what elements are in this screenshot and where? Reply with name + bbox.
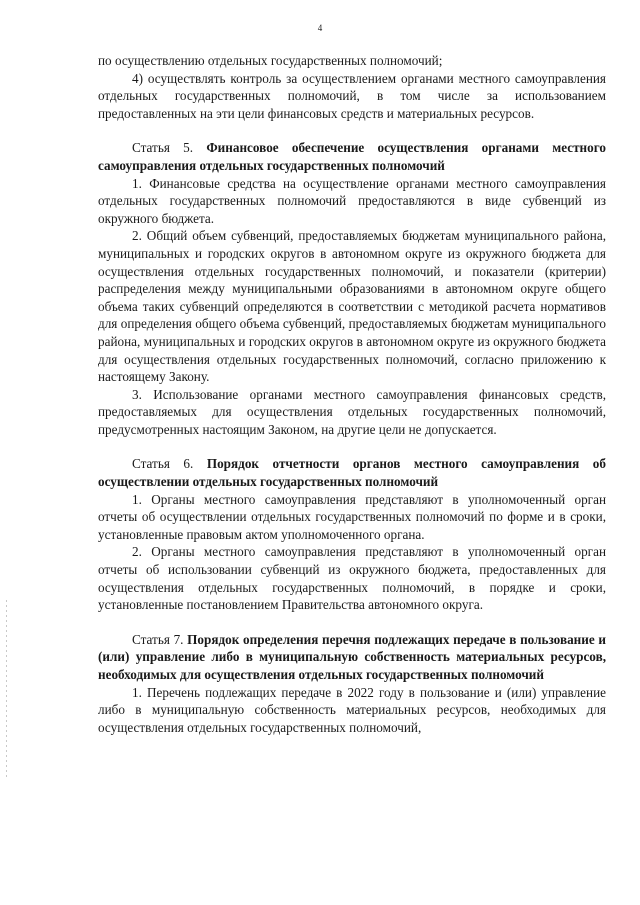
article-5-item-1: 1. Финансовые средства на осуществление органами местного самоуправления отдельных государственных полномочий предоставляются в виде субвенций из окружного бюджета. xyxy=(98,175,606,226)
article-5-heading xyxy=(98,139,606,174)
article-6-title: Порядок отчетности органов местного самоуправления об осуществлении отдельных государственных полномочий xyxy=(98,456,606,490)
article-6-number: Статья 6. xyxy=(132,456,194,472)
article-5-item-3: 3. Использование органами местного самоуправления финансовых средств, предоставляемых для осуществления отдельных государственных полномочий, предусмотренных настоящим Законом, на другие цели не допускается. xyxy=(98,386,606,437)
document-body xyxy=(98,52,606,736)
scan-edge-mark xyxy=(6,600,7,780)
article-5-item-2: 2. Общий объем субвенций, предоставляемых бюджетам муниципального района, муниципальных и городских округов в автономном округе из окружного бюджета для осуществления отдельных государственных полномочий, и показатели (критерии) распределения между муниципальными образованиями в автономном округе общего объема таких субвенций определяются в соответствии с методикой расчета нормативов для определения общего объема субвенций, предоставляемых бюджетам муниципального района, муниципальных и городских округов в автономном округе из окружного бюджета для осуществления отдельных государственных полномочий, согласно приложению к настоящему Закону. xyxy=(98,228,606,385)
article-6-heading xyxy=(98,455,606,490)
page-number: 4 xyxy=(317,23,323,33)
article-7-title: Порядок определения перечня подлежащих передаче в пользование и (или) управление либо в муниципальную собственность материальных ресурсов, необходимых для осуществления отдельных государственных полномочий xyxy=(98,631,606,682)
paragraph-continuation: по осуществлению отдельных государственных полномочий; xyxy=(98,53,443,68)
article-6-item-2: 2. Органы местного самоуправления представляют в уполномоченный орган отчеты об использовании субвенций из окружного бюджета, предоставленных для осуществления отдельных государственных полномочий, в порядке и сроки, установленные постановлением Правительства автономного округа. xyxy=(98,544,606,613)
article-5-number: Статья 5. xyxy=(132,140,194,156)
article-7-number: Статья 7. xyxy=(132,631,184,647)
article-7-item-1: 1. Перечень подлежащих передаче в 2022 году в пользование и (или) управление либо в муниципальную собственность материальных ресурсов, необходимых для осуществления отдельных государственных полномочий, xyxy=(98,684,606,735)
article-6-item-1: 1. Органы местного самоуправления представляют в уполномоченный орган отчеты об осуществлении отдельных государственных полномочий по форме и в сроки, установленные правовым актом уполномоченного органа. xyxy=(98,491,606,542)
article-7-heading xyxy=(98,631,606,684)
article-5-title: Финансовое обеспечение осуществления органами местного самоуправления отдельных государственных полномочий xyxy=(98,140,607,173)
list-item-4: 4) осуществлять контроль за осуществлением органами местного самоуправления отдельных государственных полномочий, в том числе за использованием предоставленных на эти цели финансовых средств и материальных ресурсов. xyxy=(98,70,606,121)
